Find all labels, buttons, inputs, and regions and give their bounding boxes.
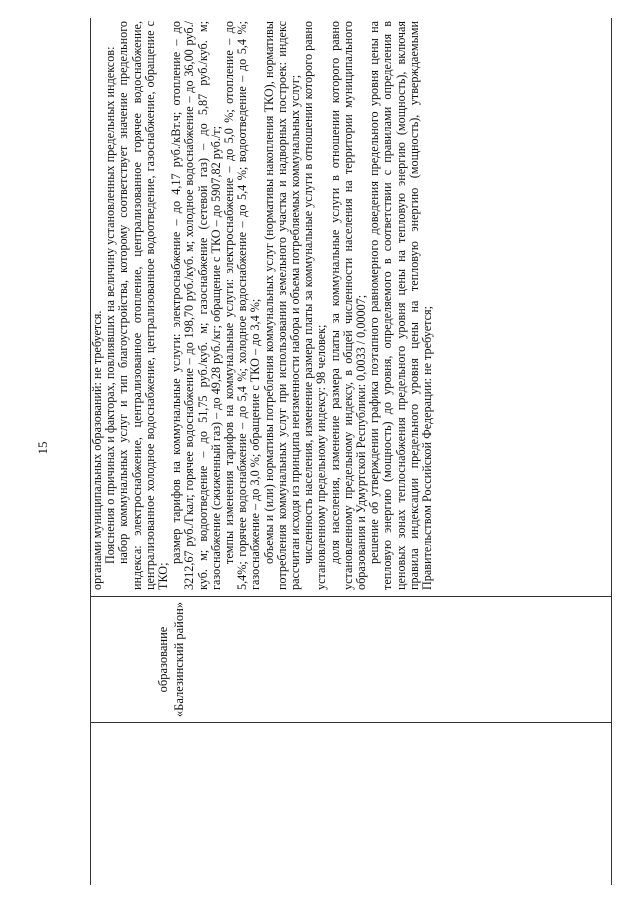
- paragraph-heat-price-schedule: решение об утверждении графика поэтапного равномерного доведения предельного уровня цены на тепловую энергию (мощность) до уровня, определяемого в соответствии с правилами определения в ценовых зонах теплоснабжения предельного уровня цены на тепловую энергию (мощность), включая правила индексации предельного уровня цены на тепловую энергию (мощность), утверждаемыми Правительством Российской Федерации: не требуется;: [367, 21, 435, 590]
- municipality-line-1: образование: [156, 626, 170, 693]
- paragraph-population-share: доля населения, изменение размера платы за коммунальные услуги в отношении которого равно установленному предельному индексу, в общей численности населения на территории муниципального образования и Удмуртской Республики: 0,0033 / 0,00007;: [327, 21, 369, 590]
- table-row: [90, 18, 612, 885]
- paragraph-consumption-volumes: объемы и (или) нормативы потребления коммунальных услуг (нормативы накопления ТКО), нормативы потребления коммунальных услуг при использовании земельного участка и надворных построек: индекс рассчитан исходя из принципа неизменности набора и объема потребляемых коммунальных услуг;: [261, 21, 303, 590]
- page-number: 15: [35, 441, 50, 455]
- municipality-line-2: «Балезинский район»: [172, 601, 186, 718]
- paragraph-explanations-heading: Пояснения о причинах и факторах, повлиявших на величину установленных предельных индексов:: [103, 46, 118, 564]
- paragraph-tariff-sizes: размер тарифов на коммунальные услуги: электроснабжение – до 4,17 руб./кВт.ч; отопление – до 3212,67 руб./Гкал; горячее водоснабжение – до 198,70 руб./куб. м; холодное водоснабжение – до 36,00 руб./куб. м; водоотведение – до 51,75 руб./куб. м; газоснабжение (сетевой газ) – до 5,87 руб./куб. м; газоснабжение (сжиженный газ) – до 49,28 руб./кг; обращение с ТКО – до 5907,82 руб./т;: [169, 21, 223, 590]
- paragraph-population-count: численность населения, изменение размера платы за коммунальные услуги в отношении которого равно установленному предельному индексу: 98 человек;: [301, 21, 329, 590]
- paragraph-continuation: органами муниципальных образований: не требуется.: [90, 310, 104, 590]
- municipality-cell: [91, 596, 611, 722]
- explanation-cell: [91, 18, 611, 596]
- paragraph-services-set: набор коммунальных услуг и тип благоустройства, которому соответствует значение предельного индекса: электроснабжение, централизованное отопление, централизованное горячее водоснабжение, централизованное холодное водоснабжение, централизованное водоотведение, газоснабжение, обращение с ТКО;: [116, 21, 171, 590]
- empty-first-column-cell: [91, 722, 611, 885]
- paragraph-tariff-growth: темпы изменения тарифов на коммунальные услуги: электроснабжение – до 5,0 %; отопление – до 5,4%; горячее водоснабжение – до 5,4 %; холодное водоснабжение – до 5,4 %; водоотведение – до 5,4 %; газоснабжение – до 3,0 %; обращение с ТКО – до 3,4 %;: [222, 21, 263, 590]
